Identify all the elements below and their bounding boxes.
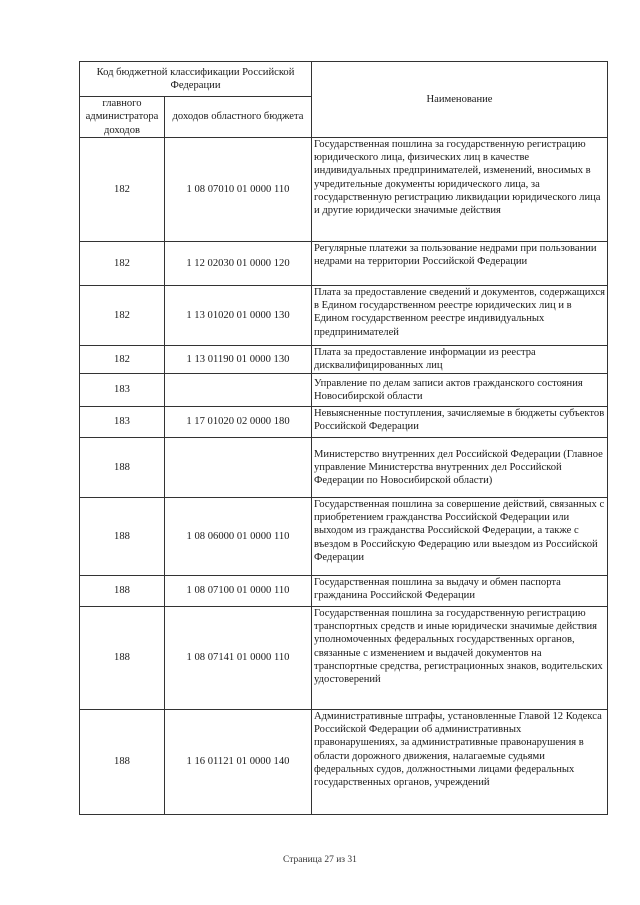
table-row xyxy=(80,138,608,242)
admin-code-cell: 188 xyxy=(80,607,165,710)
admin-code-cell: 183 xyxy=(80,374,165,407)
revenue-code-cell xyxy=(165,374,312,407)
table-row xyxy=(80,576,608,607)
table-row xyxy=(80,438,608,498)
budget-codes-table xyxy=(79,61,608,815)
revenue-code-cell: 1 08 07141 01 0000 110 xyxy=(165,607,312,710)
table-row xyxy=(80,286,608,346)
name-cell: Государственная пошлина за выдачу и обмен паспорта гражданина Российской Федерации xyxy=(312,576,608,607)
admin-code-cell: 182 xyxy=(80,138,165,242)
admin-code-cell: 182 xyxy=(80,242,165,286)
revenue-code-cell: 1 08 07100 01 0000 110 xyxy=(165,576,312,607)
revenue-code-cell: 1 16 01121 01 0000 140 xyxy=(165,710,312,815)
header-admin-column: главного администратора доходов xyxy=(80,97,165,138)
header-name-column: Наименование xyxy=(312,62,608,138)
name-cell: Невыясненные поступления, зачисляемые в бюджеты субъектов Российской Федерации xyxy=(312,407,608,438)
table-row xyxy=(80,710,608,815)
revenue-code-cell: 1 12 02030 01 0000 120 xyxy=(165,242,312,286)
table-body xyxy=(80,138,608,815)
revenue-code-cell: 1 08 07010 01 0000 110 xyxy=(165,138,312,242)
page-number: Страница 27 из 31 xyxy=(283,855,357,865)
name-cell: Плата за предоставление сведений и документов, содержащихся в Едином государственном реестре юридических лиц и в Едином государственном реестре индивидуальных предпринимателей xyxy=(312,286,608,346)
name-cell: Государственная пошлина за государственную регистрацию транспортных средств и иные юридически значимые действия уполномоченных федеральных государственных органов, связанные с изменением и выдачей документов на транспортные средства, регистрационных знаков, водительских удостоверений xyxy=(312,607,608,710)
admin-code-cell: 188 xyxy=(80,438,165,498)
header-group-title: Код бюджетной классификации Российской Федерации xyxy=(80,62,312,97)
table-row xyxy=(80,498,608,576)
revenue-code-cell: 1 17 01020 02 0000 180 xyxy=(165,407,312,438)
admin-code-cell: 183 xyxy=(80,407,165,438)
name-cell: Регулярные платежи за пользование недрами при пользовании недрами на территории Российской Федерации xyxy=(312,242,608,286)
revenue-code-cell: 1 13 01190 01 0000 130 xyxy=(165,346,312,374)
name-cell: Плата за предоставление информации из реестра дисквалифицированных лиц xyxy=(312,346,608,374)
admin-code-cell: 188 xyxy=(80,576,165,607)
name-cell: Министерство внутренних дел Российской Федерации (Главное управление Министерства внутренних дел Российской Федерации по Новосибирской области) xyxy=(312,438,608,498)
name-cell: Административные штрафы, установленные Главой 12 Кодекса Российской Федерации об административных правонарушениях, за административные правонарушения в области дорожного движения, налагаемые судьями федеральных судов, должностными лицами федеральных государственных органов, учреждений xyxy=(312,710,608,815)
revenue-code-cell: 1 08 06000 01 0000 110 xyxy=(165,498,312,576)
table-row xyxy=(80,346,608,374)
admin-code-cell: 188 xyxy=(80,498,165,576)
admin-code-cell: 182 xyxy=(80,346,165,374)
admin-code-cell: 188 xyxy=(80,710,165,815)
table-header xyxy=(80,62,608,138)
name-cell: Государственная пошлина за государственную регистрацию юридического лица, физических лиц в качестве индивидуальных предпринимателей, изменений, вносимых в учредительные документы юридического лица, за государственную регистрацию ликвидации юридического лица и другие юридически значимые действия xyxy=(312,138,608,242)
table-row xyxy=(80,374,608,407)
admin-code-cell: 182 xyxy=(80,286,165,346)
revenue-code-cell: 1 13 01020 01 0000 130 xyxy=(165,286,312,346)
table-row xyxy=(80,407,608,438)
table-row xyxy=(80,607,608,710)
name-cell: Управление по делам записи актов гражданского состояния Новосибирской области xyxy=(312,374,608,407)
table-row xyxy=(80,242,608,286)
revenue-code-cell xyxy=(165,438,312,498)
header-code-column: доходов областного бюджета xyxy=(165,97,312,138)
name-cell: Государственная пошлина за совершение действий, связанных с приобретением гражданства Российской Федерации или выходом из гражданства Российской Федерации, а также с въездом в Российскую Федерацию или выездом из Российской Федерации xyxy=(312,498,608,576)
